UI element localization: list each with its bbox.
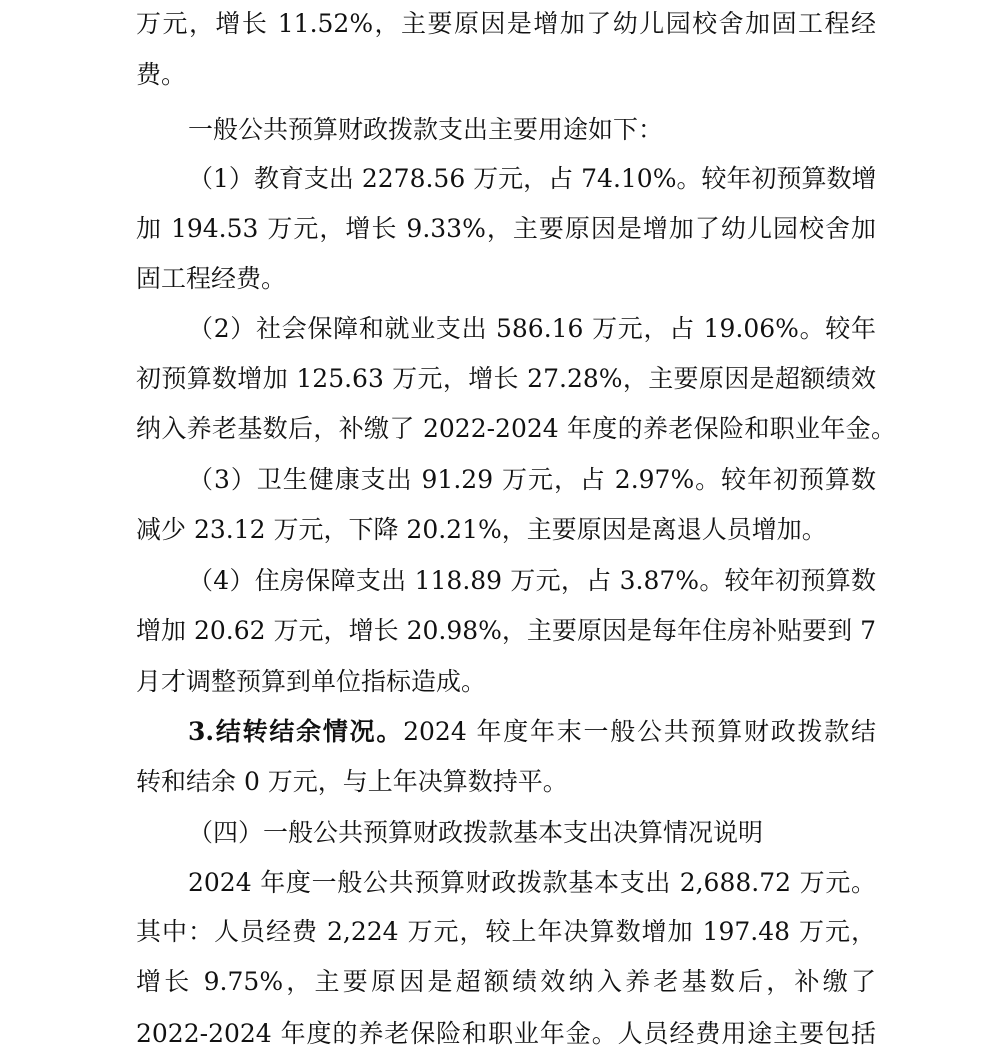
text-line: 减少 23.12 万元，下降 20.21%，主要原因是离退人员增加。 <box>136 515 827 544</box>
text-line: 加 194.53 万元，增长 9.33%，主要原因是增加了幼儿园校舍加 <box>136 214 876 243</box>
text-line: 纳入养老基数后，补缴了 2022-2024 年度的养老保险和职业年金。 <box>136 414 896 443</box>
text-line: （4）住房保障支出 118.89 万元，占 3.87%。较年初预算数 <box>188 566 876 595</box>
text-line: 万元，增长 11.52%，主要原因是增加了幼儿园校舍加固工程经 <box>136 9 876 38</box>
text-line: （1）教育支出 2278.56 万元，占 74.10%。较年初预算数增 <box>188 164 877 193</box>
text-line <box>136 714 876 750</box>
text-line: 初预算数增加 125.63 万元，增长 27.28%，主要原因是超额绩效 <box>136 364 876 393</box>
text-line: 2024 年度一般公共预算财政拨款基本支出 2,688.72 万元。 <box>188 868 876 897</box>
text-line: 费。 <box>136 60 187 89</box>
section-heading: 3.结转结余情况。 <box>188 717 404 746</box>
section-title: （四）一般公共预算财政拨款基本支出决算情况说明 <box>188 818 764 847</box>
text-line: 转和结余 0 万元，与上年决算数持平。 <box>136 767 568 796</box>
text-line: 固工程经费。 <box>136 264 287 293</box>
text-line: 增加 20.62 万元，增长 20.98%，主要原因是每年住房补贴要到 7 <box>136 616 876 645</box>
text-line: 2022-2024 年度的养老保险和职业年金。人员经费用途主要包括 <box>136 1019 876 1048</box>
text-line: 其中：人员经费 2,224 万元，较上年决算数增加 197.48 万元， <box>136 917 876 946</box>
text-line: （3）卫生健康支出 91.29 万元，占 2.97%。较年初预算数 <box>188 465 876 494</box>
text-line: 一般公共预算财政拨款支出主要用途如下： <box>188 115 664 144</box>
text-line-body: 2024 年度年末一般公共预算财政拨款结 <box>403 717 876 746</box>
text-line: 增长 9.75%，主要原因是超额绩效纳入养老基数后，补缴了 <box>136 967 876 996</box>
text-line: 月才调整预算到单位指标造成。 <box>136 667 487 696</box>
text-line: （2）社会保障和就业支出 586.16 万元，占 19.06%。较年 <box>188 314 876 343</box>
